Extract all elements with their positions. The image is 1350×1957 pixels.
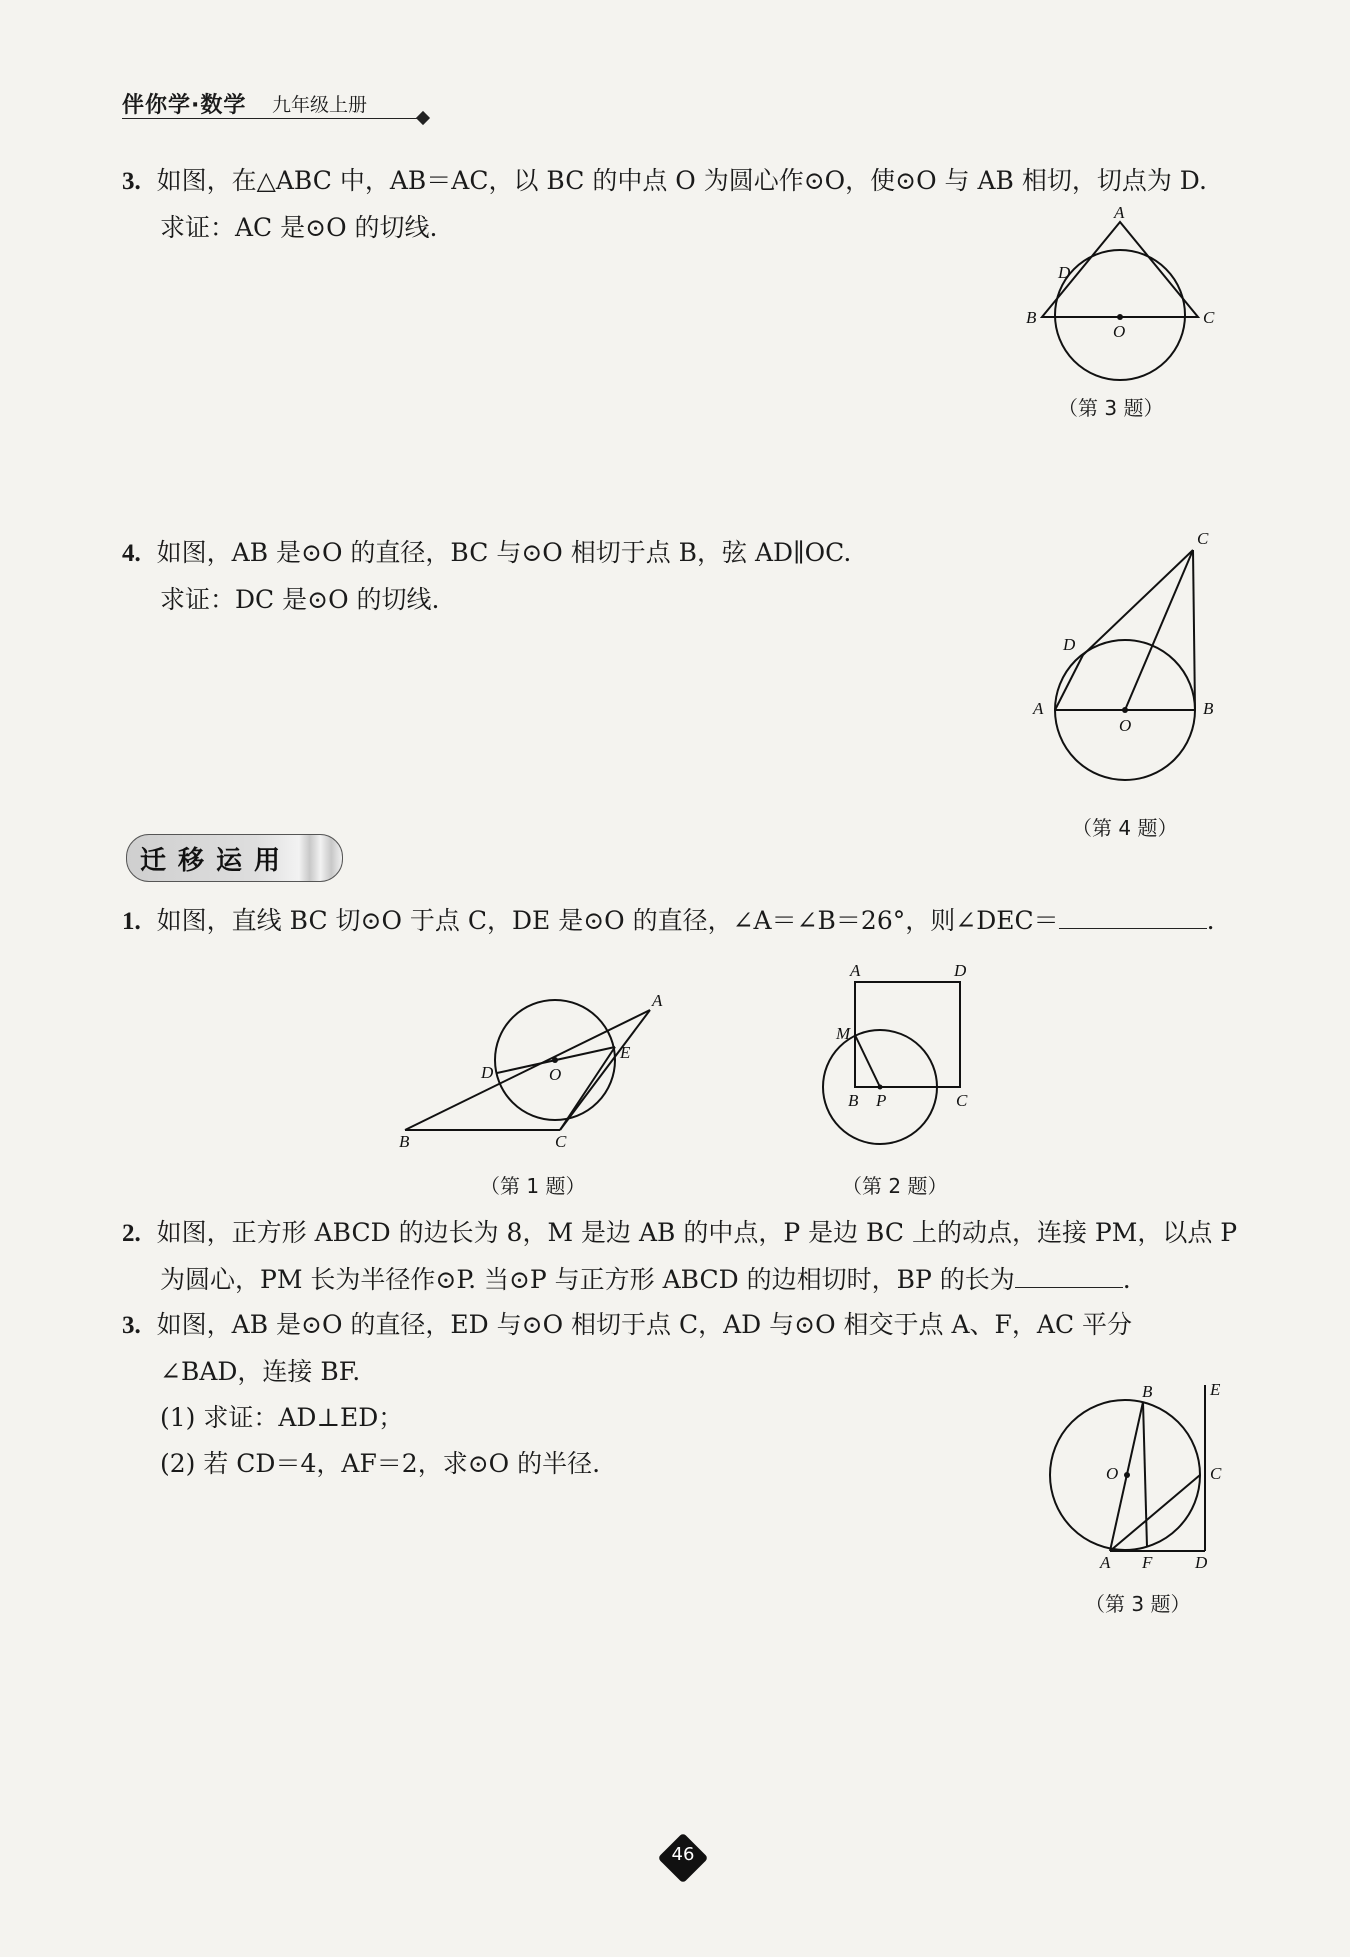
label-p: P bbox=[876, 1091, 887, 1110]
figure-b3 bbox=[1030, 1375, 1240, 1575]
label-b: B bbox=[1142, 1382, 1153, 1401]
label-d: D bbox=[1063, 635, 1076, 654]
label-f: F bbox=[1142, 1553, 1153, 1572]
question-part: (2) 若 CD＝4，AF＝2，求⊙O 的半径. bbox=[160, 1449, 601, 1478]
header-grade: 九年级上册 bbox=[272, 94, 368, 116]
label-a: A bbox=[652, 991, 663, 1010]
figure-a4 bbox=[1025, 520, 1235, 800]
question-b2 bbox=[122, 1210, 1237, 1303]
label-c: C bbox=[1210, 1464, 1222, 1483]
answer-blank[interactable] bbox=[1059, 898, 1207, 929]
label-b: B bbox=[848, 1091, 859, 1110]
question-text-line: 求证：DC 是⊙O 的切线. bbox=[160, 585, 440, 614]
question-number: 4. bbox=[122, 540, 141, 567]
label-a: A bbox=[1100, 1553, 1111, 1572]
question-tail: . bbox=[1206, 906, 1215, 935]
section-badge bbox=[126, 834, 341, 882]
question-text-line: 如图，正方形 ABCD 的边长为 8，M 是边 AB 的中点，P 是边 BC 上的动点，连接 PM，以点 P bbox=[156, 1218, 1238, 1247]
question-text-line: 为圆心，PM 长为半径作⊙P. 当⊙P 与正方形 ABCD 的边相切时，BP 的长为 bbox=[160, 1265, 1015, 1294]
figure-b2 bbox=[810, 960, 990, 1155]
label-a: A bbox=[1033, 699, 1044, 718]
label-d: D bbox=[1195, 1553, 1208, 1572]
label-a: A bbox=[1114, 203, 1125, 222]
label-d: D bbox=[1058, 263, 1071, 282]
question-b3 bbox=[122, 1302, 1132, 1487]
label-o: O bbox=[549, 1065, 562, 1084]
question-number: 3. bbox=[122, 1312, 141, 1339]
label-c: C bbox=[956, 1091, 968, 1110]
label-b: B bbox=[399, 1132, 410, 1150]
label-e: E bbox=[1210, 1380, 1221, 1399]
section-title: 迁移运用 bbox=[140, 846, 293, 876]
figure-caption: （第 3 题） bbox=[1085, 1592, 1191, 1616]
label-b: B bbox=[1203, 699, 1214, 718]
page-number bbox=[660, 1835, 706, 1881]
label-c: C bbox=[555, 1132, 567, 1150]
header-diamond-icon bbox=[416, 111, 430, 125]
figure-caption: （第 1 题） bbox=[480, 1174, 586, 1198]
label-d: D bbox=[481, 1063, 494, 1082]
question-text-line: 如图，直线 BC 切⊙O 于点 C，DE 是⊙O 的直径，∠A＝∠B＝26°，则∠DEC＝ bbox=[156, 906, 1059, 935]
label-a: A bbox=[850, 961, 861, 980]
figure-caption: （第 3 题） bbox=[1058, 396, 1164, 420]
header-brand: 伴你学·数学 bbox=[122, 93, 247, 118]
header-rule bbox=[122, 118, 422, 119]
question-text-line: 如图，在△ABC 中，AB＝AC，以 BC 的中点 O 为圆心作⊙O，使⊙O 与 AB 相切，切点为 D. bbox=[156, 166, 1207, 195]
label-b: B bbox=[1026, 308, 1037, 327]
question-text-line: ∠BAD，连接 BF. bbox=[160, 1357, 361, 1386]
label-c: C bbox=[1197, 529, 1209, 548]
question-text-line: 如图，AB 是⊙O 的直径，ED 与⊙O 相切于点 C，AD 与⊙O 相交于点 A、F，AC 平分 bbox=[156, 1310, 1133, 1339]
question-number: 2. bbox=[122, 1220, 141, 1247]
label-o: O bbox=[1113, 322, 1126, 341]
label-d: D bbox=[954, 961, 967, 980]
running-header bbox=[122, 88, 432, 118]
label-o: O bbox=[1106, 1464, 1119, 1483]
question-number: 3. bbox=[122, 168, 141, 195]
figure-caption: （第 4 题） bbox=[1072, 816, 1178, 840]
question-tail: . bbox=[1122, 1265, 1131, 1294]
label-o: O bbox=[1119, 716, 1132, 735]
question-number: 1. bbox=[122, 908, 141, 935]
question-part: (1) 求证：AD⊥ED； bbox=[160, 1403, 404, 1432]
page-number-text: 46 bbox=[671, 1844, 695, 1865]
label-c: C bbox=[1203, 308, 1215, 327]
figure-caption: （第 2 题） bbox=[842, 1174, 948, 1198]
figure-b1 bbox=[395, 990, 675, 1150]
question-text-line: 如图，AB 是⊙O 的直径，BC 与⊙O 相切于点 B，弦 AD∥OC. bbox=[156, 538, 852, 567]
question-b1 bbox=[122, 898, 1215, 945]
question-text-line: 求证：AC 是⊙O 的切线. bbox=[160, 213, 438, 242]
question-a4 bbox=[122, 530, 851, 623]
label-e: E bbox=[620, 1043, 631, 1062]
label-m: M bbox=[836, 1024, 851, 1043]
answer-blank[interactable] bbox=[1015, 1257, 1123, 1288]
figure-a3 bbox=[1010, 200, 1240, 390]
